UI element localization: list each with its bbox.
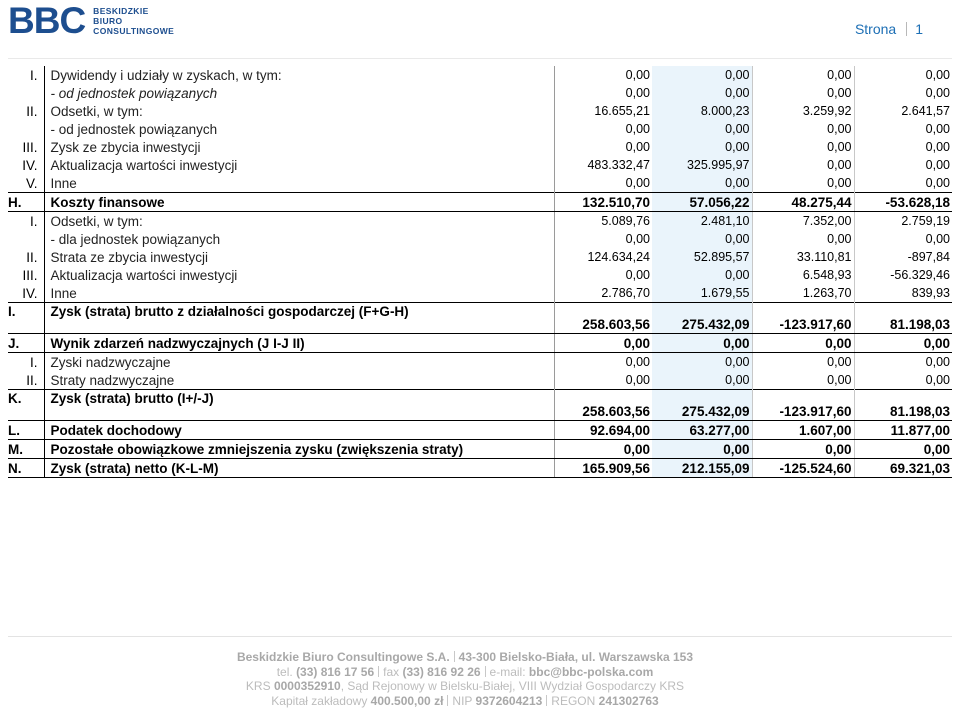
- table-row: [8, 334, 952, 353]
- logo-line: BESKIDZKIE: [93, 6, 174, 16]
- value-cell: 2.641,57: [854, 102, 952, 120]
- page-separator: [906, 22, 907, 36]
- footer-address: 43-300 Bielsko-Biała, ul. Warszawska 153: [459, 650, 693, 664]
- row-code: II.: [8, 102, 44, 120]
- row-label: - dla jednostek powiązanych: [44, 230, 554, 248]
- table-row: [8, 248, 952, 266]
- value-cell: 2.786,70: [554, 284, 652, 303]
- value-cell: 0,00: [652, 440, 752, 459]
- value-cell: 92.694,00: [554, 421, 652, 440]
- value-cell: 8.000,23: [652, 102, 752, 120]
- value-cell: 0,00: [752, 66, 854, 84]
- footer-line-contact: [0, 665, 930, 680]
- value-cell: -123.917,60: [752, 390, 854, 421]
- value-cell: 0,00: [652, 266, 752, 284]
- row-label: Zysk (strata) brutto z działalności gospodarczej (F+G-H): [44, 303, 554, 334]
- value-cell: 0,00: [554, 334, 652, 353]
- row-label: Wynik zdarzeń nadzwyczajnych (J I-J II): [44, 334, 554, 353]
- logo-line: BIURO: [93, 16, 174, 26]
- value-cell: 0,00: [652, 371, 752, 390]
- table-row: [8, 440, 952, 459]
- footer-regon-label: REGON: [551, 694, 595, 708]
- value-cell: 2.481,10: [652, 212, 752, 231]
- footer-nip: 9372604213: [476, 694, 543, 708]
- value-cell: 0,00: [752, 371, 854, 390]
- value-cell: 0,00: [752, 120, 854, 138]
- value-cell: 0,00: [752, 440, 854, 459]
- row-code: [8, 120, 44, 138]
- footer-line-company: [0, 650, 930, 665]
- table-row: [8, 102, 952, 120]
- value-cell: 0,00: [752, 353, 854, 372]
- row-code: IV.: [8, 284, 44, 303]
- value-cell: 33.110,81: [752, 248, 854, 266]
- value-cell: 0,00: [854, 174, 952, 193]
- table-row: [8, 390, 952, 421]
- footer-line-capital: [0, 694, 930, 708]
- footer-fax: (33) 816 92 26: [402, 665, 480, 679]
- value-cell: 0,00: [854, 334, 952, 353]
- page-footer: [0, 650, 930, 708]
- table-row: [8, 421, 952, 440]
- value-cell: 0,00: [752, 174, 854, 193]
- table-row: [8, 193, 952, 212]
- value-cell: 52.895,57: [652, 248, 752, 266]
- row-code: I.: [8, 353, 44, 372]
- value-cell: 11.877,00: [854, 421, 952, 440]
- row-code: [8, 230, 44, 248]
- row-label: Zyski nadzwyczajne: [44, 353, 554, 372]
- value-cell: 5.089,76: [554, 212, 652, 231]
- row-label: Inne: [44, 174, 554, 193]
- row-label: Dywidendy i udziały w zyskach, w tym:: [44, 66, 554, 84]
- row-label: Aktualizacja wartości inwestycji: [44, 156, 554, 174]
- value-cell: 0,00: [854, 353, 952, 372]
- value-cell: 0,00: [652, 230, 752, 248]
- footer-company: Beskidzkie Biuro Consultingowe S.A.: [237, 650, 450, 664]
- value-cell: 132.510,70: [554, 193, 652, 212]
- table-row: [8, 138, 952, 156]
- value-cell: 0,00: [752, 84, 854, 102]
- value-cell: 1.263,70: [752, 284, 854, 303]
- table-row: [8, 212, 952, 231]
- value-cell: 0,00: [752, 230, 854, 248]
- footer-phone-label: tel.: [277, 665, 293, 679]
- row-label: Odsetki, w tym:: [44, 212, 554, 231]
- footer-email-label: e-mail:: [490, 665, 526, 679]
- footer-divider: [8, 636, 952, 637]
- footer-fax-label: fax: [383, 665, 399, 679]
- company-logo: [8, 2, 174, 40]
- value-cell: 0,00: [652, 66, 752, 84]
- logo-line: CONSULTINGOWE: [93, 26, 174, 36]
- value-cell: 0,00: [752, 156, 854, 174]
- table-row: [8, 156, 952, 174]
- row-code: I.: [8, 303, 44, 334]
- row-label: - od jednostek powiązanych: [44, 120, 554, 138]
- table-row: [8, 66, 952, 84]
- value-cell: 69.321,03: [854, 459, 952, 478]
- footer-separator: [485, 666, 486, 677]
- value-cell: 0,00: [554, 371, 652, 390]
- row-label: Podatek dochodowy: [44, 421, 554, 440]
- value-cell: 3.259,92: [752, 102, 854, 120]
- footer-regon: 241302763: [599, 694, 659, 708]
- value-cell: 81.198,03: [854, 303, 952, 334]
- value-cell: 0,00: [652, 174, 752, 193]
- footer-separator: [378, 666, 379, 677]
- row-label: Pozostałe obowiązkowe zmniejszenia zysku (zwiększenia straty): [44, 440, 554, 459]
- page-label: Strona: [855, 21, 896, 37]
- value-cell: 0,00: [554, 174, 652, 193]
- row-code: [8, 84, 44, 102]
- footer-line-registry: [0, 679, 930, 694]
- value-cell: 0,00: [554, 353, 652, 372]
- value-cell: 0,00: [854, 66, 952, 84]
- value-cell: 0,00: [854, 84, 952, 102]
- table-row: [8, 459, 952, 478]
- value-cell: 124.634,24: [554, 248, 652, 266]
- row-label: Strata ze zbycia inwestycji: [44, 248, 554, 266]
- value-cell: 0,00: [652, 334, 752, 353]
- row-code: L.: [8, 421, 44, 440]
- footer-krs-label: KRS: [246, 679, 271, 693]
- footer-nip-label: NIP: [452, 694, 472, 708]
- value-cell: 16.655,21: [554, 102, 652, 120]
- value-cell: 0,00: [752, 334, 854, 353]
- footer-krs: 0000352910: [274, 679, 341, 693]
- page-number: 1: [915, 21, 923, 37]
- value-cell: 1.607,00: [752, 421, 854, 440]
- value-cell: 0,00: [854, 120, 952, 138]
- row-label: Zysk (strata) brutto (I+/-J): [44, 390, 554, 421]
- row-label: Inne: [44, 284, 554, 303]
- value-cell: 212.155,09: [652, 459, 752, 478]
- table-row: [8, 371, 952, 390]
- value-cell: 57.056,22: [652, 193, 752, 212]
- value-cell: 0,00: [554, 84, 652, 102]
- row-code: K.: [8, 390, 44, 421]
- value-cell: 0,00: [652, 138, 752, 156]
- value-cell: -123.917,60: [752, 303, 854, 334]
- row-label: Straty nadzwyczajne: [44, 371, 554, 390]
- row-label: Odsetki, w tym:: [44, 102, 554, 120]
- value-cell: 6.548,93: [752, 266, 854, 284]
- row-label: Koszty finansowe: [44, 193, 554, 212]
- value-cell: -125.524,60: [752, 459, 854, 478]
- value-cell: 63.277,00: [652, 421, 752, 440]
- value-cell: 0,00: [854, 371, 952, 390]
- row-code: III.: [8, 138, 44, 156]
- value-cell: 7.352,00: [752, 212, 854, 231]
- row-label: - od jednostek powiązanych: [44, 84, 554, 102]
- row-code: II.: [8, 248, 44, 266]
- table-row: [8, 230, 952, 248]
- value-cell: 0,00: [554, 138, 652, 156]
- value-cell: 483.332,47: [554, 156, 652, 174]
- value-cell: 0,00: [554, 266, 652, 284]
- row-label: Zysk (strata) netto (K-L-M): [44, 459, 554, 478]
- financial-table: [8, 66, 952, 478]
- value-cell: 0,00: [752, 138, 854, 156]
- table-row: [8, 303, 952, 334]
- logo-mark: BBC: [8, 2, 85, 40]
- row-code: IV.: [8, 156, 44, 174]
- row-code: II.: [8, 371, 44, 390]
- footer-capital-label: Kapitał zakładowy: [271, 694, 367, 708]
- footer-separator: [447, 695, 448, 706]
- value-cell: 275.432,09: [652, 390, 752, 421]
- value-cell: 325.995,97: [652, 156, 752, 174]
- value-cell: 165.909,56: [554, 459, 652, 478]
- value-cell: 0,00: [554, 66, 652, 84]
- value-cell: -897,84: [854, 248, 952, 266]
- value-cell: -53.628,18: [854, 193, 952, 212]
- footer-separator: [546, 695, 547, 706]
- value-cell: 1.679,55: [652, 284, 752, 303]
- footer-capital: 400.500,00 zł: [371, 694, 444, 708]
- footer-email-link[interactable]: bbc@bbc-polska.com: [529, 665, 653, 679]
- value-cell: 0,00: [554, 120, 652, 138]
- value-cell: 2.759,19: [854, 212, 952, 231]
- value-cell: 48.275,44: [752, 193, 854, 212]
- value-cell: 0,00: [854, 230, 952, 248]
- page-indicator: [855, 21, 923, 37]
- value-cell: 0,00: [652, 120, 752, 138]
- value-cell: 275.432,09: [652, 303, 752, 334]
- row-code: V.: [8, 174, 44, 193]
- value-cell: 839,93: [854, 284, 952, 303]
- value-cell: 81.198,03: [854, 390, 952, 421]
- row-code: N.: [8, 459, 44, 478]
- table-row: [8, 84, 952, 102]
- value-cell: 0,00: [854, 440, 952, 459]
- footer-separator: [454, 651, 455, 662]
- header-divider: [8, 58, 952, 59]
- footer-court: , Sąd Rejonowy w Bielsku-Białej, VIII Wydział Gospodarczy KRS: [341, 679, 684, 693]
- row-code: I.: [8, 66, 44, 84]
- row-code: M.: [8, 440, 44, 459]
- value-cell: 0,00: [652, 353, 752, 372]
- value-cell: 0,00: [854, 138, 952, 156]
- value-cell: 0,00: [652, 84, 752, 102]
- table-row: [8, 174, 952, 193]
- table-row: [8, 284, 952, 303]
- value-cell: 258.603,56: [554, 390, 652, 421]
- row-code: J.: [8, 334, 44, 353]
- value-cell: -56.329,46: [854, 266, 952, 284]
- financial-table-body: [8, 66, 952, 478]
- table-row: [8, 266, 952, 284]
- value-cell: 0,00: [854, 156, 952, 174]
- logo-text: [93, 6, 174, 36]
- value-cell: 0,00: [554, 230, 652, 248]
- footer-phone: (33) 816 17 56: [296, 665, 374, 679]
- table-row: [8, 120, 952, 138]
- row-label: Zysk ze zbycia inwestycji: [44, 138, 554, 156]
- value-cell: 258.603,56: [554, 303, 652, 334]
- row-code: I.: [8, 212, 44, 231]
- row-label: Aktualizacja wartości inwestycji: [44, 266, 554, 284]
- value-cell: 0,00: [554, 440, 652, 459]
- table-row: [8, 353, 952, 372]
- row-code: III.: [8, 266, 44, 284]
- row-code: H.: [8, 193, 44, 212]
